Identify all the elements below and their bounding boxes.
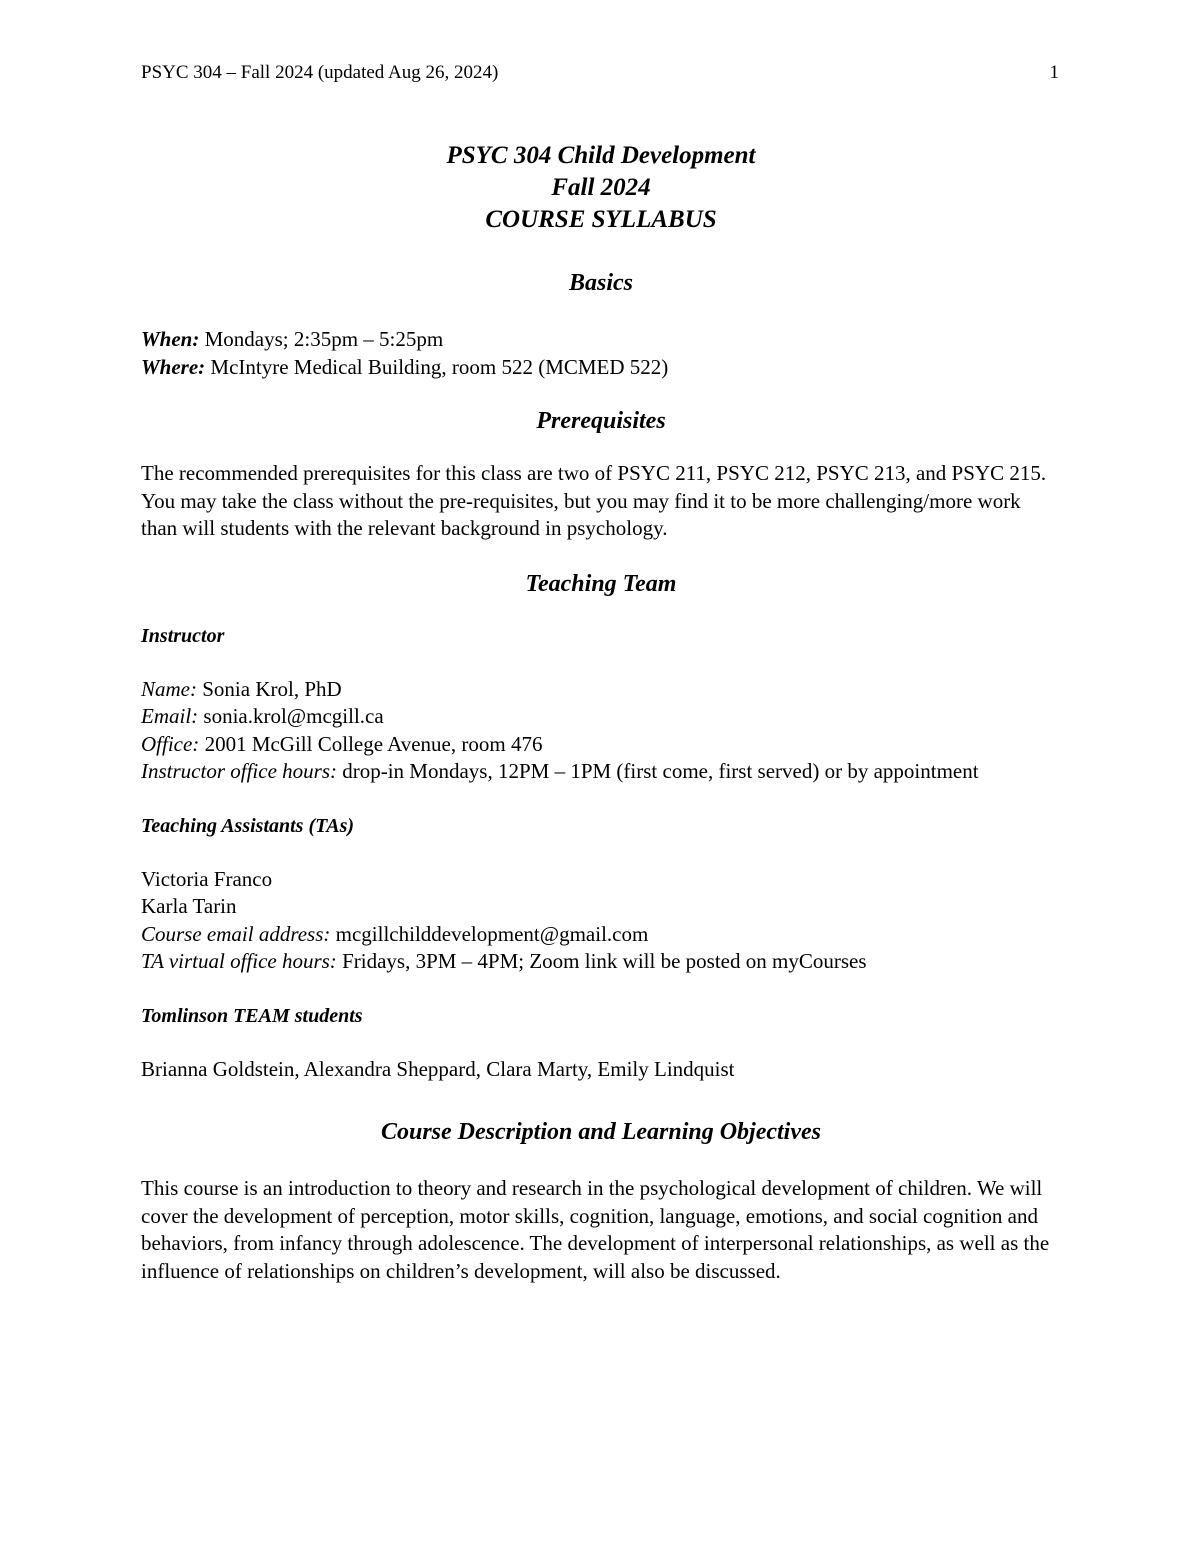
when-value: Mondays; 2:35pm – 5:25pm [199,327,444,351]
instructor-hours-label: Instructor office hours: [141,759,337,783]
ta-email-line [141,921,1061,949]
header-course-info: PSYC 304 – Fall 2024 (updated Aug 26, 2024) [141,62,499,83]
instructor-name-value: Sonia Krol, PhD [197,676,342,701]
ta-email-value[interactable]: mcgillchilddevelopment@gmail.com [330,921,649,946]
ta-hours-label: TA virtual office hours: [141,949,337,973]
instructor-email-label: Email: [141,704,199,728]
tomlinson-heading: Tomlinson TEAM students [141,1004,363,1027]
where-value: McIntyre Medical Building, room 522 (MCMED 522) [205,354,669,379]
title-term: Fall 2024 [551,174,651,201]
ta-hours-line [141,948,1061,976]
instructor-office-line [141,731,1061,759]
instructor-heading: Instructor [141,624,225,647]
instructor-office-label: Office: [141,731,200,756]
tas-heading: Teaching Assistants (TAs) [141,814,355,837]
ta-name: Victoria Franco [141,866,273,891]
instructor-hours-line [141,758,1061,786]
where-line [141,354,1061,382]
syllabus-content [141,140,1061,1285]
instructor-hours-value: drop-in Mondays, 12PM – 1PM (first come, first served) or by appointment [336,759,979,783]
basics-heading: Basics [568,270,633,296]
instructor-email-line [141,703,1061,731]
page-number: 1 [1049,62,1059,83]
teaching-team-heading: Teaching Team [525,570,677,597]
prerequisites-text: The recommended prerequisites for this class are two of PSYC 211, PSYC 212, PSYC 213, and PSYC 215. You may take the class without the pre-requisites, but you may find it to be more challenging/more work than will students with the relevant background in psychology. [141,461,1047,540]
title-syllabus: COURSE SYLLABUS [485,206,717,233]
title-course: PSYC 304 Child Development [446,142,756,169]
ta-name: Karla Tarin [141,894,237,918]
document-title [141,140,1061,236]
instructor-name-label: Name: [141,676,197,701]
tomlinson-names: Brianna Goldstein, Alexandra Sheppard, Clara Marty, Emily Lindquist [141,1056,735,1081]
prerequisites-heading: Prerequisites [536,408,666,434]
where-label: Where: [141,354,206,379]
when-line [141,326,1061,354]
instructor-name-line [141,676,1061,704]
page-header [141,62,1059,84]
description-heading: Course Description and Learning Objectives [380,1119,821,1145]
description-text: This course is an introduction to theory and research in the psychological development of children. We will cover the development of perception, motor skills, cognition, language, emotions, and social cognition and behaviors, from infancy through adolescence. The development of interpersonal relationships, as well as the influence of relationships on children’s development, will also be discussed. [141,1176,1050,1283]
when-label: When: [141,327,200,351]
ta-hours-value: Fridays, 3PM – 4PM; Zoom link will be posted on myCourses [336,949,867,973]
instructor-office-value: 2001 McGill College Avenue, room 476 [199,731,543,756]
instructor-email-value[interactable]: sonia.krol@mcgill.ca [198,704,384,728]
ta-email-label: Course email address: [141,921,331,946]
